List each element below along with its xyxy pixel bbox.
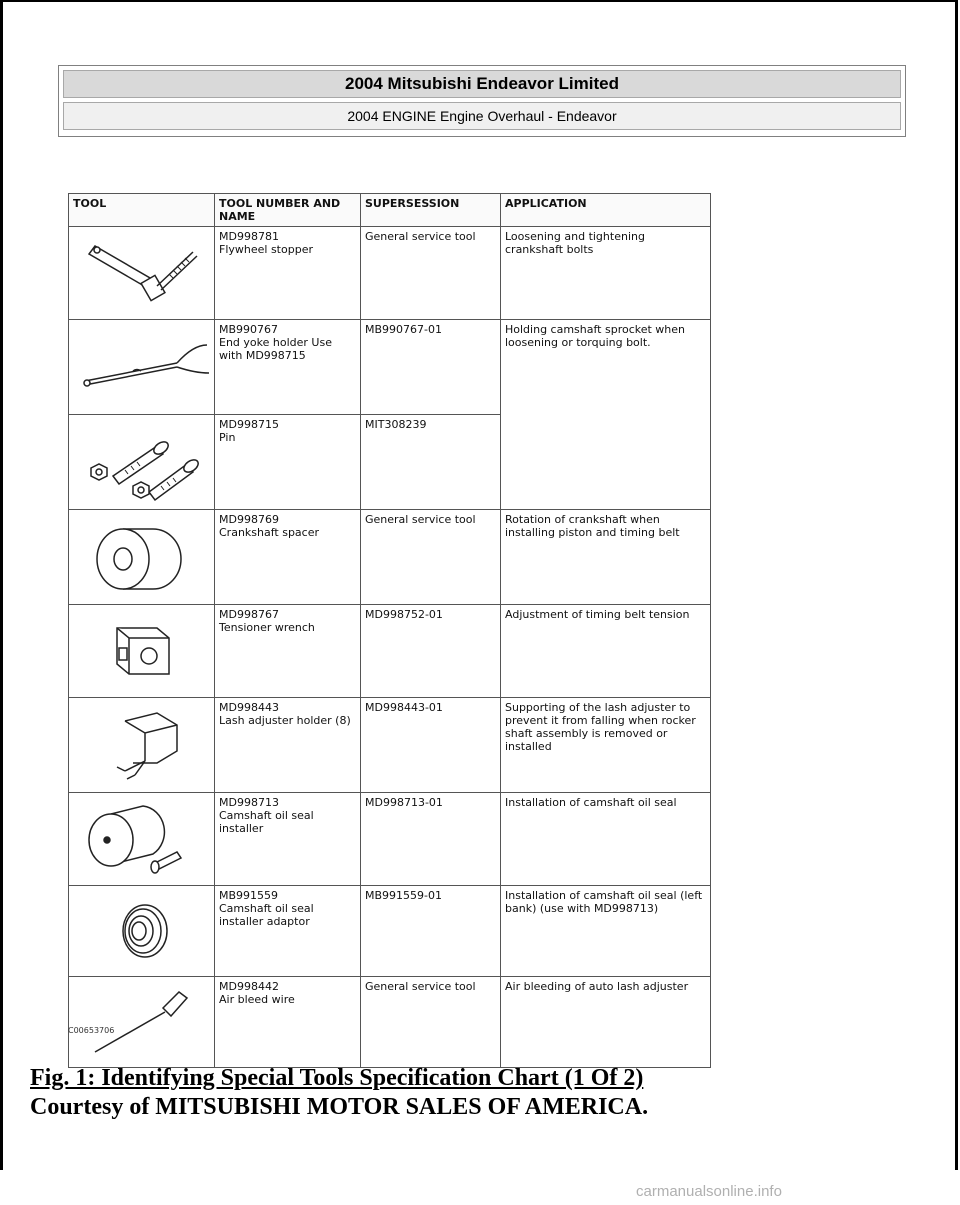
page-frame-top [0, 0, 958, 2]
application-cell: Loosening and tightening crankshaft bolts [501, 227, 711, 320]
column-header-supersession: SUPERSESSION [361, 194, 501, 227]
column-header-tool: TOOL [69, 194, 215, 227]
tool-number: MD998781 [219, 230, 279, 243]
table-header-row [69, 194, 711, 227]
tool-number-cell [215, 886, 361, 977]
document-subtitle: 2004 ENGINE Engine Overhaul - Endeavor [347, 108, 617, 124]
supersession-cell: MD998752-01 [361, 605, 501, 698]
tool-number: MD998767 [219, 608, 279, 621]
site-watermark: carmanualsonline.info [636, 1183, 782, 1200]
application-cell: Air bleeding of auto lash adjuster [501, 977, 711, 1068]
table-row [69, 320, 711, 415]
document-title: 2004 Mitsubishi Endeavor Limited [345, 74, 619, 93]
table-row [69, 793, 711, 886]
tool-number: MD998713 [219, 796, 279, 809]
tool-image-cell [69, 886, 215, 977]
lash-adjuster-holder-icon [73, 701, 219, 789]
figure-code: C00653706 [68, 1026, 115, 1035]
tool-number-cell [215, 977, 361, 1068]
tool-name: Pin [219, 431, 236, 444]
tool-name: Camshaft oil seal installer [219, 809, 314, 835]
tool-number: MD998769 [219, 513, 279, 526]
tool-image-cell [69, 977, 215, 1068]
table-row [69, 698, 711, 793]
crankshaft-spacer-icon [73, 513, 219, 601]
tool-name: Crankshaft spacer [219, 526, 320, 539]
supersession-cell: MB991559-01 [361, 886, 501, 977]
tool-image-cell [69, 415, 215, 510]
tool-number-cell [215, 415, 361, 510]
end-yoke-holder-icon [73, 323, 219, 411]
supersession-cell: General service tool [361, 977, 501, 1068]
tensioner-wrench-icon [73, 608, 219, 694]
supersession-cell: General service tool [361, 227, 501, 320]
supersession-cell: General service tool [361, 510, 501, 605]
tool-name: Tensioner wrench [219, 621, 315, 634]
figure-courtesy: Courtesy of MITSUBISHI MOTOR SALES OF AMERICA. [30, 1094, 649, 1120]
application-cell: Installation of camshaft oil seal [501, 793, 711, 886]
tool-number-cell [215, 227, 361, 320]
tool-number-cell [215, 698, 361, 793]
header-subtitle-row [63, 102, 901, 130]
tool-number: MD998442 [219, 980, 279, 993]
table-row [69, 510, 711, 605]
page-frame-right [955, 0, 958, 1170]
table-row [69, 605, 711, 698]
application-cell: Holding camshaft sprocket when loosening or torquing bolt. [501, 320, 711, 510]
air-bleed-wire-icon [73, 980, 219, 1064]
column-header-application: APPLICATION [501, 194, 711, 227]
tool-image-cell [69, 227, 215, 320]
tool-number-cell [215, 510, 361, 605]
tool-name: End yoke holder Use with MD998715 [219, 336, 332, 362]
application-cell: Installation of camshaft oil seal (left bank) (use with MD998713) [501, 886, 711, 977]
tool-number-cell [215, 605, 361, 698]
tool-number: MB991559 [219, 889, 279, 902]
document-header [58, 65, 906, 137]
application-cell: Supporting of the lash adjuster to prevent it from falling when rocker shaft assembly is removed or installed [501, 698, 711, 793]
application-cell: Rotation of crankshaft when installing piston and timing belt [501, 510, 711, 605]
tool-image-cell [69, 510, 215, 605]
application-cell: Adjustment of timing belt tension [501, 605, 711, 698]
tool-image-cell [69, 793, 215, 886]
tool-number: MB990767 [219, 323, 279, 336]
tool-image-cell [69, 605, 215, 698]
tool-number: MD998715 [219, 418, 279, 431]
tool-name: Camshaft oil seal installer adaptor [219, 902, 314, 928]
table-row [69, 227, 711, 320]
tool-image-cell [69, 698, 215, 793]
table-row [69, 886, 711, 977]
special-tools-chart [68, 193, 710, 1021]
figure-caption-link[interactable]: Fig. 1: Identifying Special Tools Specification Chart (1 Of 2) [30, 1065, 644, 1091]
flywheel-stopper-icon [73, 230, 219, 316]
tool-number-cell [215, 320, 361, 415]
tool-name: Air bleed wire [219, 993, 295, 1006]
supersession-cell: MB990767-01 [361, 320, 501, 415]
tool-number: MD998443 [219, 701, 279, 714]
special-tools-table [68, 193, 711, 1068]
page-frame-left [0, 0, 3, 1170]
supersession-cell: MD998713-01 [361, 793, 501, 886]
supersession-cell: MD998443-01 [361, 698, 501, 793]
table-row [69, 977, 711, 1068]
tool-name: Lash adjuster holder (8) [219, 714, 351, 727]
header-title-row [63, 70, 901, 98]
camshaft-oil-seal-installer-icon [73, 796, 219, 882]
column-header-tool-number: TOOL NUMBER AND NAME [215, 194, 361, 227]
tool-name: Flywheel stopper [219, 243, 313, 256]
tool-image-cell [69, 320, 215, 415]
supersession-cell: MIT308239 [361, 415, 501, 510]
pin-icon [73, 418, 219, 506]
tool-number-cell [215, 793, 361, 886]
oil-seal-installer-adaptor-icon [73, 889, 219, 973]
